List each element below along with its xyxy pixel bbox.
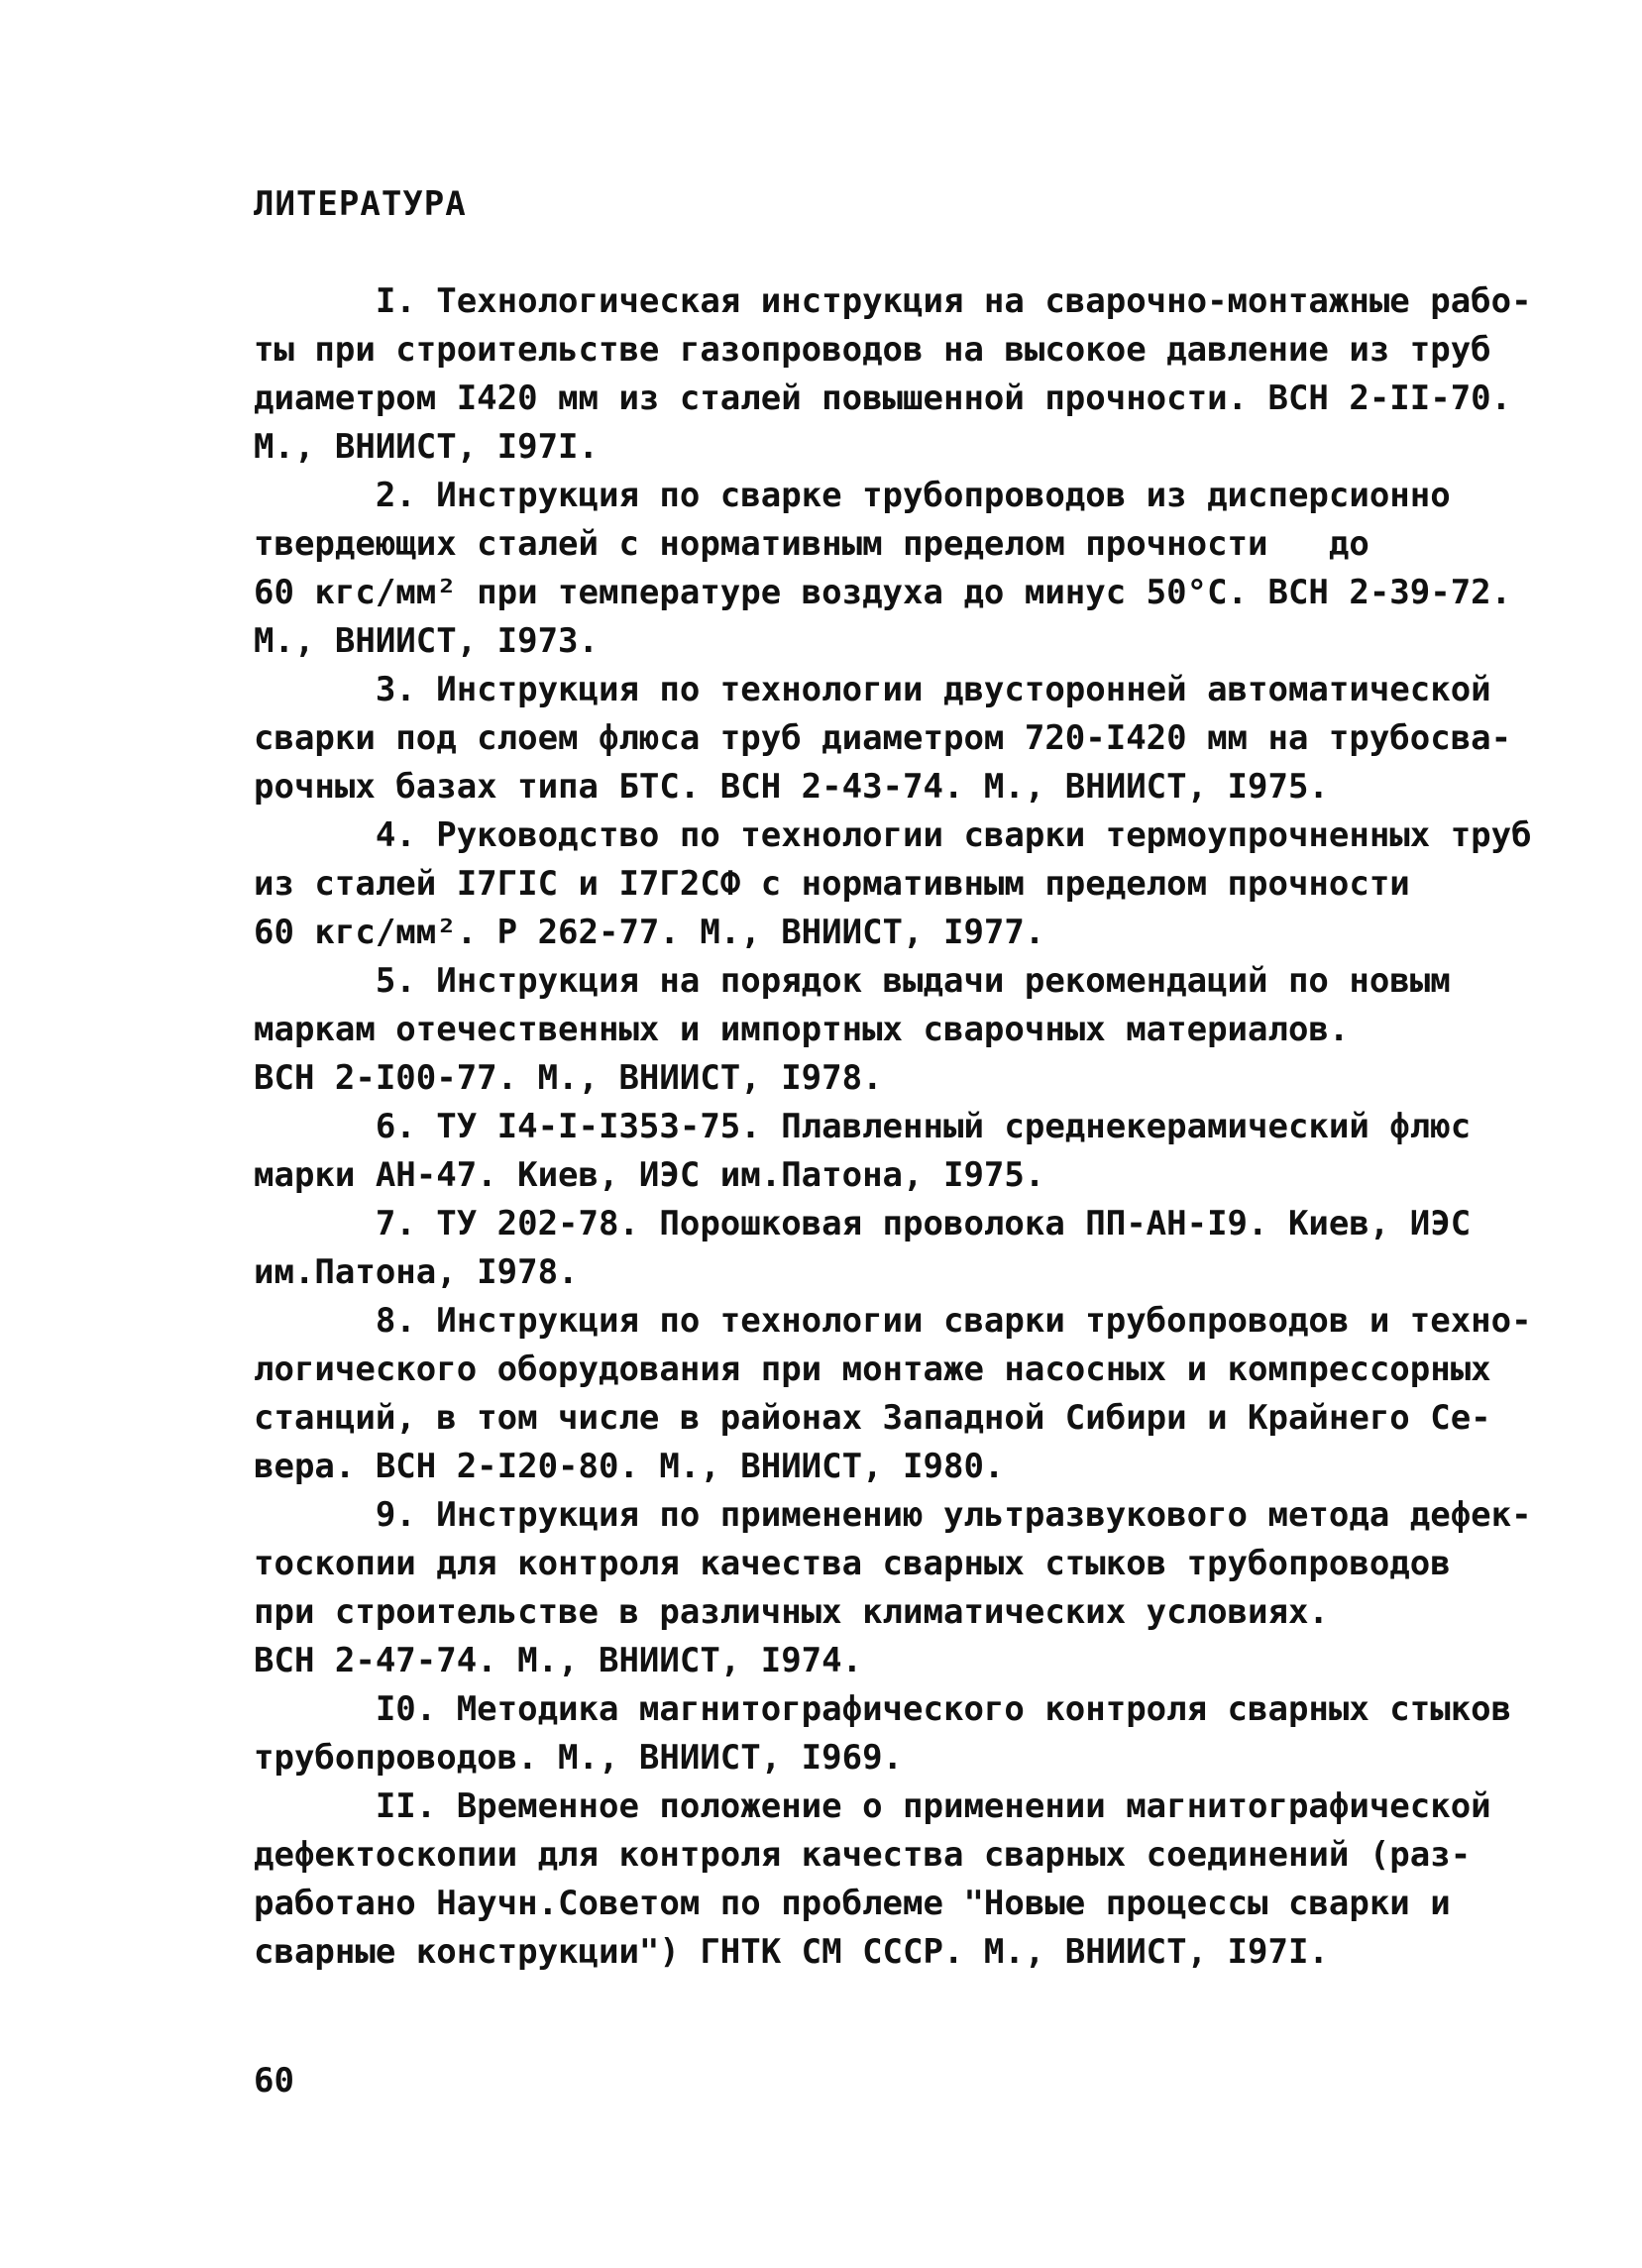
page-number: 60: [254, 2061, 294, 2101]
reference-10-line-2: трубопроводов. М., ВНИИСТ, I969.: [254, 1738, 904, 1778]
reference-11-line-3: работано Научн.Советом по проблеме "Новые процессы сварки и: [254, 1884, 1451, 1923]
reference-7-line-1: 7. ТУ 202-78. Порошковая проволока ПП-АН-I9. Киев, ИЭС: [254, 1204, 1472, 1243]
reference-11-line-2: дефектоскопии для контроля качества сварных соединений (раз-: [254, 1835, 1472, 1875]
reference-2-line-2: твердеющих сталей с нормативным пределом прочности до: [254, 524, 1369, 564]
reference-5-line-2: маркам отечественных и импортных сварочных материалов.: [254, 1010, 1350, 1049]
reference-6-line-2: марки АН-47. Киев, ИЭС им.Патона, I975.: [254, 1155, 1045, 1195]
reference-list: [254, 277, 1532, 1977]
reference-3-line-1: 3. Инструкция по технологии двусторонней автоматической: [254, 670, 1491, 709]
reference-1-line-1: I. Технологическая инструкция на сварочно-монтажные рабо-: [254, 281, 1532, 321]
reference-4-line-3: 60 кгс/мм². Р 262-77. М., ВНИИСТ, I977.: [254, 913, 1045, 952]
reference-9-line-1: 9. Инструкция по применению ультразвукового метода дефек-: [254, 1495, 1532, 1535]
reference-8-line-2: логического оборудования при монтаже насосных и компрессорных: [254, 1350, 1491, 1389]
reference-10-line-1: I0. Методика магнитографического контроля сварных стыков: [254, 1689, 1512, 1729]
reference-8-line-1: 8. Инструкция по технологии сварки трубопроводов и техно-: [254, 1301, 1532, 1341]
reference-5-line-3: ВСН 2-I00-77. М., ВНИИСТ, I978.: [254, 1058, 883, 1098]
reference-9-line-4: ВСН 2-47-74. М., ВНИИСТ, I974.: [254, 1641, 863, 1680]
reference-11-line-4: сварные конструкции") ГНТК СМ СССР. М., ВНИИСТ, I97I.: [254, 1932, 1329, 1972]
reference-8-line-4: вера. ВСН 2-I20-80. М., ВНИИСТ, I980.: [254, 1447, 1005, 1486]
reference-8-line-3: станций, в том числе в районах Западной Сибири и Крайнего Се-: [254, 1398, 1491, 1438]
reference-1-line-2: ты при строительстве газопроводов на высокое давление из труб: [254, 330, 1491, 370]
reference-2-line-3: 60 кгс/мм² при температуре воздуха до минус 50°С. ВСН 2-39-72.: [254, 573, 1512, 612]
reference-1-line-4: М., ВНИИСТ, I97I.: [254, 427, 599, 467]
reference-3-line-2: сварки под слоем флюса труб диаметром 720-I420 мм на трубосва-: [254, 718, 1512, 758]
reference-3-line-3: рочных базах типа БТС. ВСН 2-43-74. М., ВНИИСТ, I975.: [254, 767, 1329, 807]
reference-2-line-1: 2. Инструкция по сварке трубопроводов из дисперсионно: [254, 476, 1451, 515]
reference-4-line-1: 4. Руководство по технологии сварки термоупрочненных труб: [254, 815, 1532, 855]
reference-9-line-3: при строительстве в различных климатических условиях.: [254, 1592, 1329, 1632]
reference-2-line-4: М., ВНИИСТ, I973.: [254, 621, 599, 661]
reference-5-line-1: 5. Инструкция на порядок выдачи рекомендаций по новым: [254, 961, 1451, 1001]
reference-11-line-1: II. Временное положение о применении магнитографической: [254, 1786, 1491, 1826]
reference-4-line-2: из сталей I7ГIС и I7Г2СФ с нормативным пределом прочности: [254, 864, 1410, 904]
reference-9-line-2: тоскопии для контроля качества сварных стыков трубопроводов: [254, 1544, 1451, 1583]
reference-6-line-1: 6. ТУ I4-I-I353-75. Плавленный среднекерамический флюс: [254, 1107, 1472, 1146]
reference-7-line-2: им.Патона, I978.: [254, 1252, 579, 1292]
page-heading: ЛИТЕРАТУРА: [254, 184, 467, 224]
reference-1-line-3: диаметром I420 мм из сталей повышенной прочности. ВСН 2-II-70.: [254, 378, 1512, 418]
